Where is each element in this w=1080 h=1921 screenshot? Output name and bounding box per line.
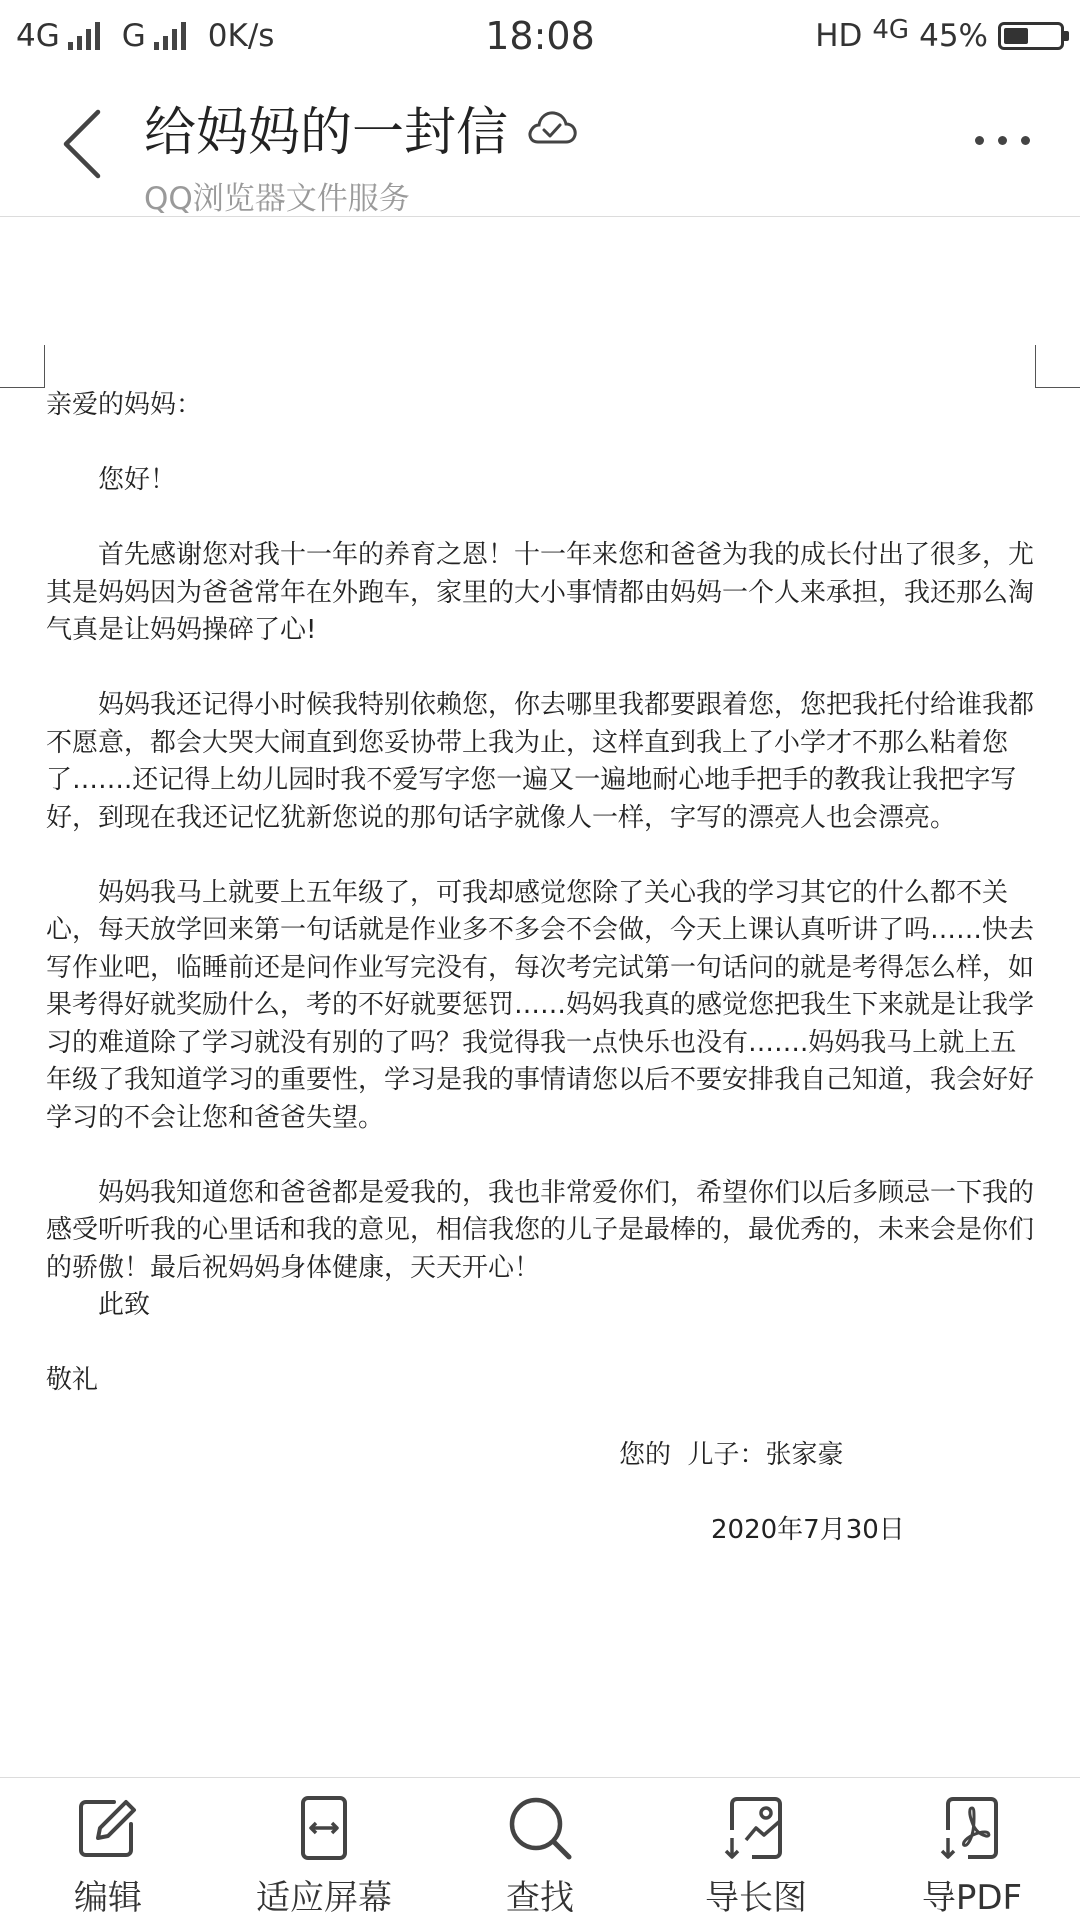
cloud-sync-icon[interactable] <box>526 108 578 148</box>
letter-respect: 敬礼 <box>46 1365 99 1395</box>
long-image-icon <box>722 1794 790 1862</box>
hd-indicator: HD <box>815 18 863 54</box>
status-bar <box>0 0 1080 76</box>
search-icon <box>506 1794 574 1862</box>
find-button[interactable] <box>432 1778 648 1921</box>
letter-hello: 您好！ <box>98 465 177 495</box>
title-area <box>144 90 578 218</box>
edit-button[interactable] <box>0 1778 216 1921</box>
pdf-icon <box>938 1794 1006 1862</box>
letter-closing: 此致 <box>98 1290 151 1320</box>
fit-screen-icon <box>290 1794 358 1862</box>
app-header <box>0 76 1080 217</box>
status-time: 18:08 <box>485 14 595 58</box>
chevron-left-icon <box>58 104 118 184</box>
page-corner-mark-right <box>1035 345 1080 388</box>
battery-percent: 45% <box>919 18 988 54</box>
more-dot-icon <box>975 136 984 145</box>
letter-greeting: 亲爱的妈妈： <box>46 390 203 420</box>
export-long-image-label: 导长图 <box>705 1878 807 1918</box>
letter-signature <box>46 1437 1036 1475</box>
battery-level <box>1004 28 1028 44</box>
letter-paragraph: 妈妈我知道您和爸爸都是爱我的，我也非常爱你们，希望你们以后多顾忌一下我的感受听听我的心里话和我的意见，相信我您的儿子是最棒的，最优秀的，未来会是你们的骄傲！最后祝妈妈身体健康，天天开心！ <box>46 1177 1035 1283</box>
export-pdf-button[interactable] <box>864 1778 1080 1921</box>
bottom-toolbar <box>0 1777 1080 1921</box>
export-pdf-label: 导PDF <box>921 1878 1023 1918</box>
document-view[interactable] <box>0 217 1080 1777</box>
export-long-image-button[interactable] <box>648 1778 864 1921</box>
fit-screen-button[interactable] <box>216 1778 432 1921</box>
more-options-button[interactable] <box>975 136 1030 145</box>
battery-icon <box>998 22 1064 50</box>
letter-paragraph: 妈妈我马上就要上五年级了，可我却感觉您除了关心我的学习其它的什么都不关心，每天放学回来第一句话就是作业多不多会不会做，今天上课认真听讲了吗……快去写作业吧，临睡前还是问作业写完没有，每次考完试第一句话问的就是考得怎么样，如果考得好就奖励什么，考的不好就要惩罚……妈妈我真的感觉您把我生下来就是让我学习的难道除了学习就没有别的了吗？我觉得我一点快乐也没有…….妈妈我马上就上五年级了我知道学习的重要性，学习是我的事情请您以后不要安排我自己知道，我会好好学习的不会让您和爸爸失望。 <box>46 877 1035 1133</box>
page-corner-mark-left <box>0 345 45 388</box>
network-speed: 0K/s <box>207 18 275 54</box>
find-label: 查找 <box>506 1878 574 1918</box>
signature-text: 您的 儿子：张家豪 <box>619 1440 844 1470</box>
fit-screen-label: 适应屏幕 <box>256 1878 392 1918</box>
more-dot-icon <box>1021 136 1030 145</box>
network-type-2: G <box>121 18 146 54</box>
letter-paragraph: 妈妈我还记得小时候我特别依赖您，你去哪里我都要跟着您，您把我托付给谁我都不愿意，都会大哭大闹直到您妥协带上我为止，这样直到我上了小学才不那么粘着您了…….还记得上幼儿园时我不爱写字您一遍又一遍地耐心地手把手的教我让我把字写好，到现在我还记忆犹新您说的那句话字就像人一样，字写的漂亮人也会漂亮。 <box>46 690 1035 833</box>
network-type-3: 4G <box>872 15 910 45</box>
back-button[interactable] <box>58 104 118 184</box>
network-type-1: 4G <box>16 18 60 54</box>
letter-date: 2020年7月30日 <box>711 1515 905 1545</box>
letter-paragraph: 首先感谢您对我十一年的养育之恩！十一年来您和爸爸为我的成长付出了很多，尤其是妈妈因为爸爸常年在外跑车，家里的大小事情都由妈妈一个人来承担，我还那么淘气真是让妈妈操碎了心! <box>46 540 1035 645</box>
edit-icon <box>74 1794 142 1862</box>
document-title: 给妈妈的一封信 <box>144 103 509 163</box>
letter-body <box>46 387 1036 1550</box>
more-dot-icon <box>998 136 1007 145</box>
status-right <box>815 15 1064 54</box>
document-source: QQ浏览器文件服务 <box>144 181 410 217</box>
edit-label: 编辑 <box>74 1878 142 1918</box>
